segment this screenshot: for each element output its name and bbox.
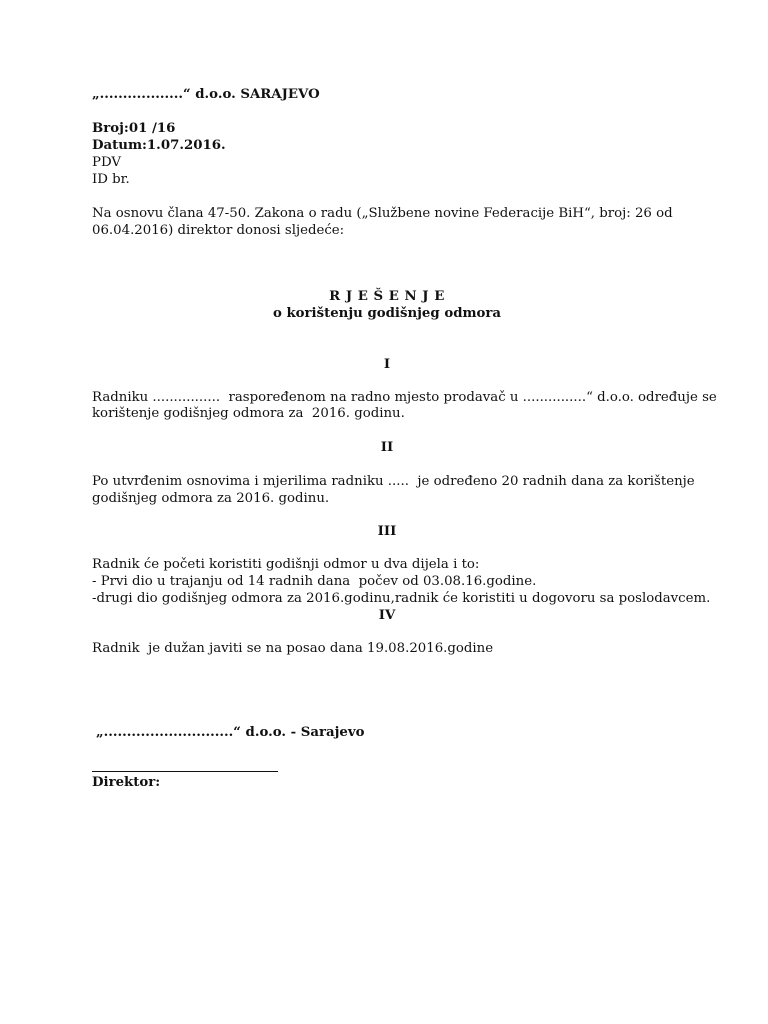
document-title: R J E Š E N J E — [329, 289, 445, 304]
section-4-number: IV — [378, 608, 396, 623]
director-label: Direktor: — [92, 775, 161, 790]
intro-line-1: Na osnovu člana 47-50. Zakona o radu („Službene novine Federacije BiH“, broj: 26 od — [92, 206, 673, 221]
section-4-line-1: Radnik je dužan javiti se na posao dana 19.08.2016.godine — [92, 641, 494, 656]
document-number: Broj:01 /16 — [92, 121, 176, 136]
signature-underline — [92, 771, 278, 772]
section-1-line-1: Radniku ................ raspoređenom na radno mjesto prodavač u ...............“ d.o.o. određuje se — [92, 390, 717, 405]
section-2-line-1: Po utvrđenim osnovima i mjerilima radniku ..... je određeno 20 radnih dana za korištenje — [92, 474, 695, 489]
section-3-number: III — [377, 524, 397, 539]
signature-line — [92, 771, 682, 772]
pdv-label: PDV — [92, 155, 121, 170]
signature-company: „............................“ d.o.o. - Sarajevo — [96, 725, 365, 740]
section-2-line-2: godišnjeg odmora za 2016. godinu. — [92, 491, 330, 506]
section-3-line-3: -drugi dio godišnjeg odmora za 2016.godinu,radnik će koristiti u dogovoru sa poslodavcem. — [92, 591, 711, 606]
intro-line-2: 06.04.2016) direktor donosi sljedeće: — [92, 223, 345, 238]
section-1-line-2: korištenje godišnjeg odmora za 2016. godinu. — [92, 406, 405, 421]
document-subtitle: o korištenju godišnjeg odmora — [272, 306, 502, 321]
document-date: Datum:1.07.2016. — [92, 138, 226, 153]
id-label: ID br. — [92, 172, 130, 187]
company-header: „..................“ d.o.o. SARAJEVO — [92, 87, 320, 102]
section-1-number: I — [383, 357, 391, 372]
section-2-number: II — [380, 440, 394, 455]
section-3-line-1: Radnik će početi koristiti godišnji odmor u dva dijela i to: — [92, 557, 480, 572]
section-3-line-2: - Prvi dio u trajanju od 14 radnih dana počev od 03.08.16.godine. — [92, 574, 537, 589]
